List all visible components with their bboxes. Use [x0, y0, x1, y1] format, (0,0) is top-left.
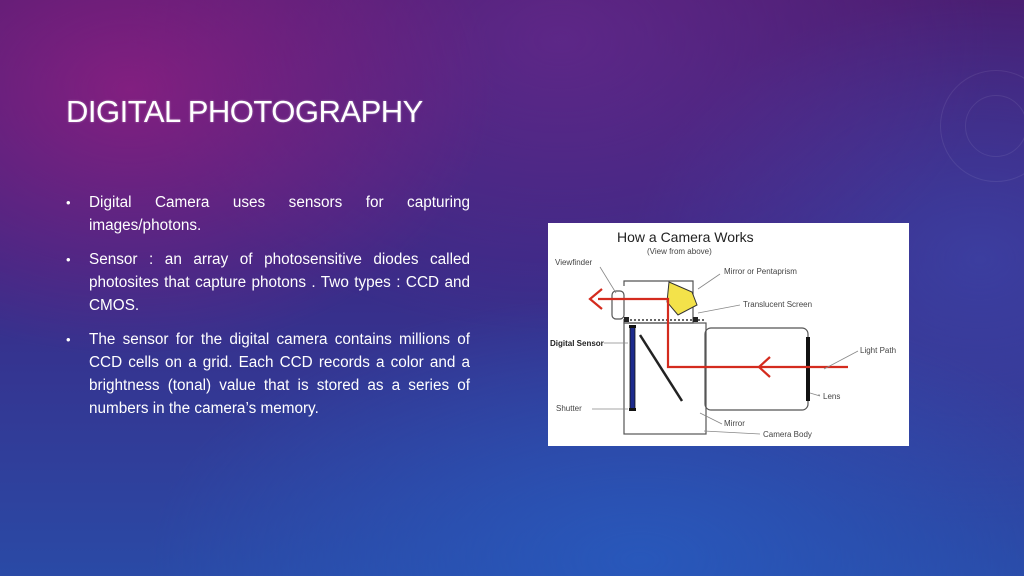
bullet-marker: •	[66, 195, 71, 210]
leader-line	[810, 393, 820, 396]
label-light-path: Light Path	[860, 346, 897, 355]
label-translucent-screen: Translucent Screen	[743, 300, 813, 309]
screen-marker	[693, 317, 698, 322]
label-lens: Lens	[823, 392, 841, 401]
sensor-cap	[629, 325, 636, 328]
label-digital-sensor: Digital Sensor	[550, 339, 604, 348]
bullet-text: The sensor for the digital camera contains millions of CCD cells on a grid. Each CCD records a color and a brightness (tonal) value that is stored as a series of numbers in the camera’s memory.	[89, 331, 470, 417]
viewfinder-eyepiece	[612, 291, 624, 319]
digital-sensor-plate	[630, 327, 635, 409]
leader-line	[600, 267, 616, 293]
leader-line	[704, 431, 760, 434]
bullet-list	[64, 191, 470, 431]
leader-line	[698, 305, 740, 313]
camera-diagram-svg	[548, 223, 909, 446]
screen-marker	[624, 317, 629, 322]
bullet-marker: •	[66, 332, 71, 347]
bullet-item	[64, 191, 470, 237]
diagram-title: How a Camera Works	[617, 229, 754, 245]
slide-title: DIGITAL PHOTOGRAPHY	[66, 94, 423, 129]
diagram-subtitle: (View from above)	[647, 247, 712, 256]
bullet-item	[64, 248, 470, 317]
leader-line	[698, 274, 720, 289]
label-mirror: Mirror	[724, 419, 745, 428]
camera-diagram	[548, 223, 909, 446]
sensor-cap	[629, 408, 636, 411]
lens-glass	[806, 337, 810, 401]
bullet-item	[64, 328, 470, 420]
bullet-text: Sensor : an array of photosensitive diodes called photosites that capture photons . Two types : CCD and CMOS.	[89, 251, 470, 314]
label-shutter: Shutter	[556, 404, 582, 413]
decorative-ring	[965, 95, 1024, 157]
light-path-line	[598, 299, 848, 367]
label-camera-body: Camera Body	[763, 430, 812, 439]
bullet-marker: •	[66, 252, 71, 267]
leader-line	[700, 413, 722, 424]
lens-body	[705, 328, 808, 410]
label-viewfinder: Viewfinder	[555, 258, 593, 267]
label-mirror-pentaprism: Mirror or Pentaprism	[724, 267, 797, 276]
bullet-text: Digital Camera uses sensors for capturing images/photons.	[89, 194, 470, 234]
camera-body	[624, 323, 706, 434]
